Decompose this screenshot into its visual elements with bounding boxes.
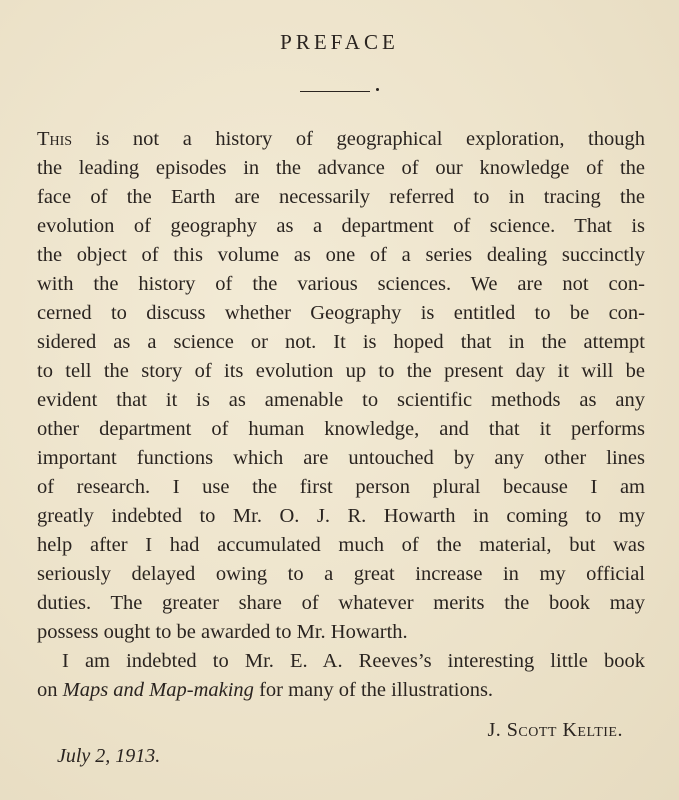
text-line: other department of human knowledge, and that it performs [37,418,645,440]
book-title: Maps and Map-making [62,679,254,701]
text-line: possess ought to be awarded to Mr. Howarth. [37,621,408,643]
text-line: duties. The greater share of whatever merits the book may [37,592,645,614]
text-line: cerned to discuss whether Geography is entitled to be con- [37,302,645,324]
preface-body [37,125,645,705]
text-line: sidered as a science or not. It is hoped that in the attempt [37,331,645,353]
text-line: evolution of geography as a department of science. That is [37,215,645,237]
line-text: on [37,679,63,701]
text-line: with the history of the various sciences. We are not con- [37,273,645,295]
text-line: face of the Earth are necessarily referred to in tracing the [37,186,645,208]
text-line: greatly indebted to Mr. O. J. R. Howarth in coming to my [37,505,645,527]
text-line: important functions which are untouched by any other lines [37,447,645,469]
text-line: to tell the story of its evolution up to the present day it will be [37,360,645,382]
text-line: seriously delayed owing to a great increase in my official [37,563,645,585]
text-line [37,676,645,705]
lead-word: This [37,128,73,150]
text-line: the object of this volume as one of a series dealing succinctly [37,244,645,266]
page-title: PREFACE [280,30,399,54]
preface-date: July 2, 1913. [57,745,161,767]
title-rule [300,91,370,92]
text-line: help after I had accumulated much of the material, but was [37,534,645,556]
text-line [37,125,645,154]
title-rule-dot [376,88,379,91]
text-line: evident that it is as amenable to scientific methods as any [37,389,645,411]
line-text: for many of the illustrations. [253,679,494,701]
text-line: I am indebted to Mr. E. A. Reeves’s interesting little book [62,650,645,672]
text-line: the leading episodes in the advance of our knowledge of the [37,157,645,179]
author-signature: J. Scott Keltie. [487,719,623,741]
text-line: of research. I use the first person plural because I am [37,476,645,498]
line-text: is not a history of geographical exploration, though [72,128,645,150]
